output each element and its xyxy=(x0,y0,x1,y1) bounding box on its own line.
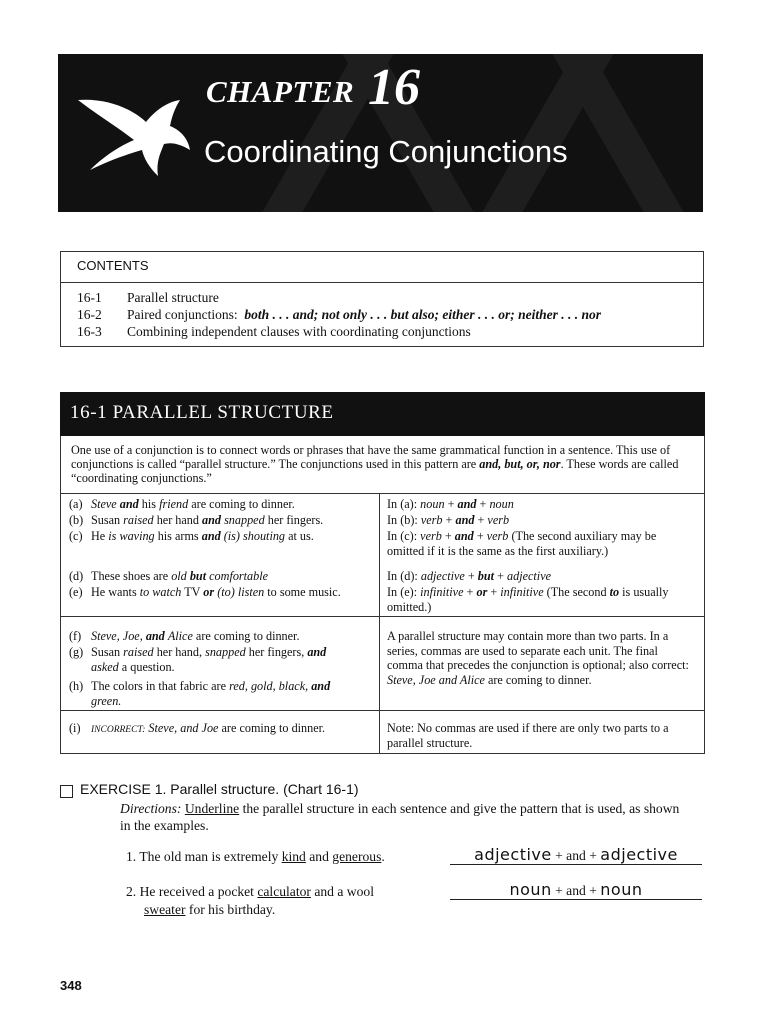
example-d: (d) These shoes are old but comfortable xyxy=(69,569,269,583)
example-i: (i) INCORRECT: Steve, and Joe are coming to dinner. xyxy=(69,721,326,735)
contents-heading: CONTENTS xyxy=(61,252,703,283)
contents-box xyxy=(60,251,704,347)
example-c: (c) He is waving his arms and (is) shouting at us. xyxy=(69,529,314,543)
page-number: 348 xyxy=(60,978,82,993)
note-d: In (d): adjective + but + adjective xyxy=(387,569,552,583)
toc-text: Parallel structure xyxy=(127,290,219,305)
note-a: In (a): noun + and + noun xyxy=(387,497,514,511)
toc-item xyxy=(77,324,471,340)
chart-16-1 xyxy=(60,392,705,754)
toc-number: 16-2 xyxy=(77,307,102,322)
exercise-directions: Directions: Underline the parallel structure in each sentence and give the pattern that is used, as shown in the examples. xyxy=(120,801,680,833)
toc-text-bold: both . . . and; not only . . . but also; either . . . or; neither . . . nor xyxy=(244,307,602,322)
example-h: (h) The colors in that fabric are red, gold, black, and xyxy=(69,679,331,693)
exercise-item-1: 1. The old man is extremely kind and generous. xyxy=(126,849,385,864)
note-b: In (b): verb + and + verb xyxy=(387,513,510,527)
note-f-h: A parallel structure may contain more than two parts. In a series, commas are used to separate each unit. The final comma that precedes the conjunction is optional; also correct: Steve, Joe and Alice are coming to dinner. xyxy=(387,629,689,687)
example-f: (f) Steve, Joe, and Alice are coming to dinner. xyxy=(69,629,300,643)
divider xyxy=(61,616,704,617)
toc-text: Paired conjunctions: xyxy=(127,307,238,322)
note-e: In (e): infinitive + or + infinitive (The second to is usually omitted.) xyxy=(387,585,669,614)
toc-number: 16-3 xyxy=(77,324,102,339)
chapter-title: Coordinating Conjunctions xyxy=(204,134,568,169)
answer-field-2[interactable]: noun + and + noun xyxy=(450,880,702,900)
toc-item xyxy=(77,307,601,323)
chapter-label: CHAPTER xyxy=(206,74,355,109)
chapter-banner xyxy=(58,54,703,212)
divider xyxy=(61,493,704,494)
exercise-title: EXERCISE 1. Parallel structure. (Chart 16-1) xyxy=(80,781,359,797)
toc-text: Combining independent clauses with coordinating conjunctions xyxy=(127,324,471,339)
toc-item xyxy=(77,290,219,306)
exercise-item-2-cont: sweater for his birthday. xyxy=(144,902,276,917)
section-intro: One use of a conjunction is to connect words or phrases that have the same grammatical function in a sentence. This use of conjunctions is called “parallel structure.” The conjunctions used in this pattern are and, but, or, nor. These words are called “coordinating conjunctions.” xyxy=(71,443,679,485)
example-b: (b) Susan raised her hand and snapped her fingers. xyxy=(69,513,324,527)
example-a: (a) Steve and his friend are coming to dinner. xyxy=(69,497,295,511)
divider xyxy=(61,710,704,711)
exercise-item-2: 2. He received a pocket calculator and a wool xyxy=(126,884,374,899)
example-h-cont: green. xyxy=(91,694,122,708)
toc-number: 16-1 xyxy=(77,290,102,305)
chapter-number: 16 xyxy=(368,59,420,116)
example-g-cont: asked a question. xyxy=(91,660,175,674)
note-c: In (c): verb + and + verb (The second auxiliary may be omitted if it is the same as the first auxiliary.) xyxy=(387,529,657,558)
divider xyxy=(379,493,380,753)
section-heading: 16-1 PARALLEL STRUCTURE xyxy=(60,392,705,436)
example-g: (g) Susan raised her hand, snapped her fingers, and xyxy=(69,645,327,659)
exercise-checkbox[interactable] xyxy=(60,785,73,798)
swallow-bird-icon xyxy=(76,88,196,178)
example-e: (e) He wants to watch TV or (to) listen to some music. xyxy=(69,585,341,599)
note-i: Note: No commas are used if there are only two parts to a parallel structure. xyxy=(387,721,669,750)
answer-field-1[interactable]: adjective + and + adjective xyxy=(450,845,702,865)
